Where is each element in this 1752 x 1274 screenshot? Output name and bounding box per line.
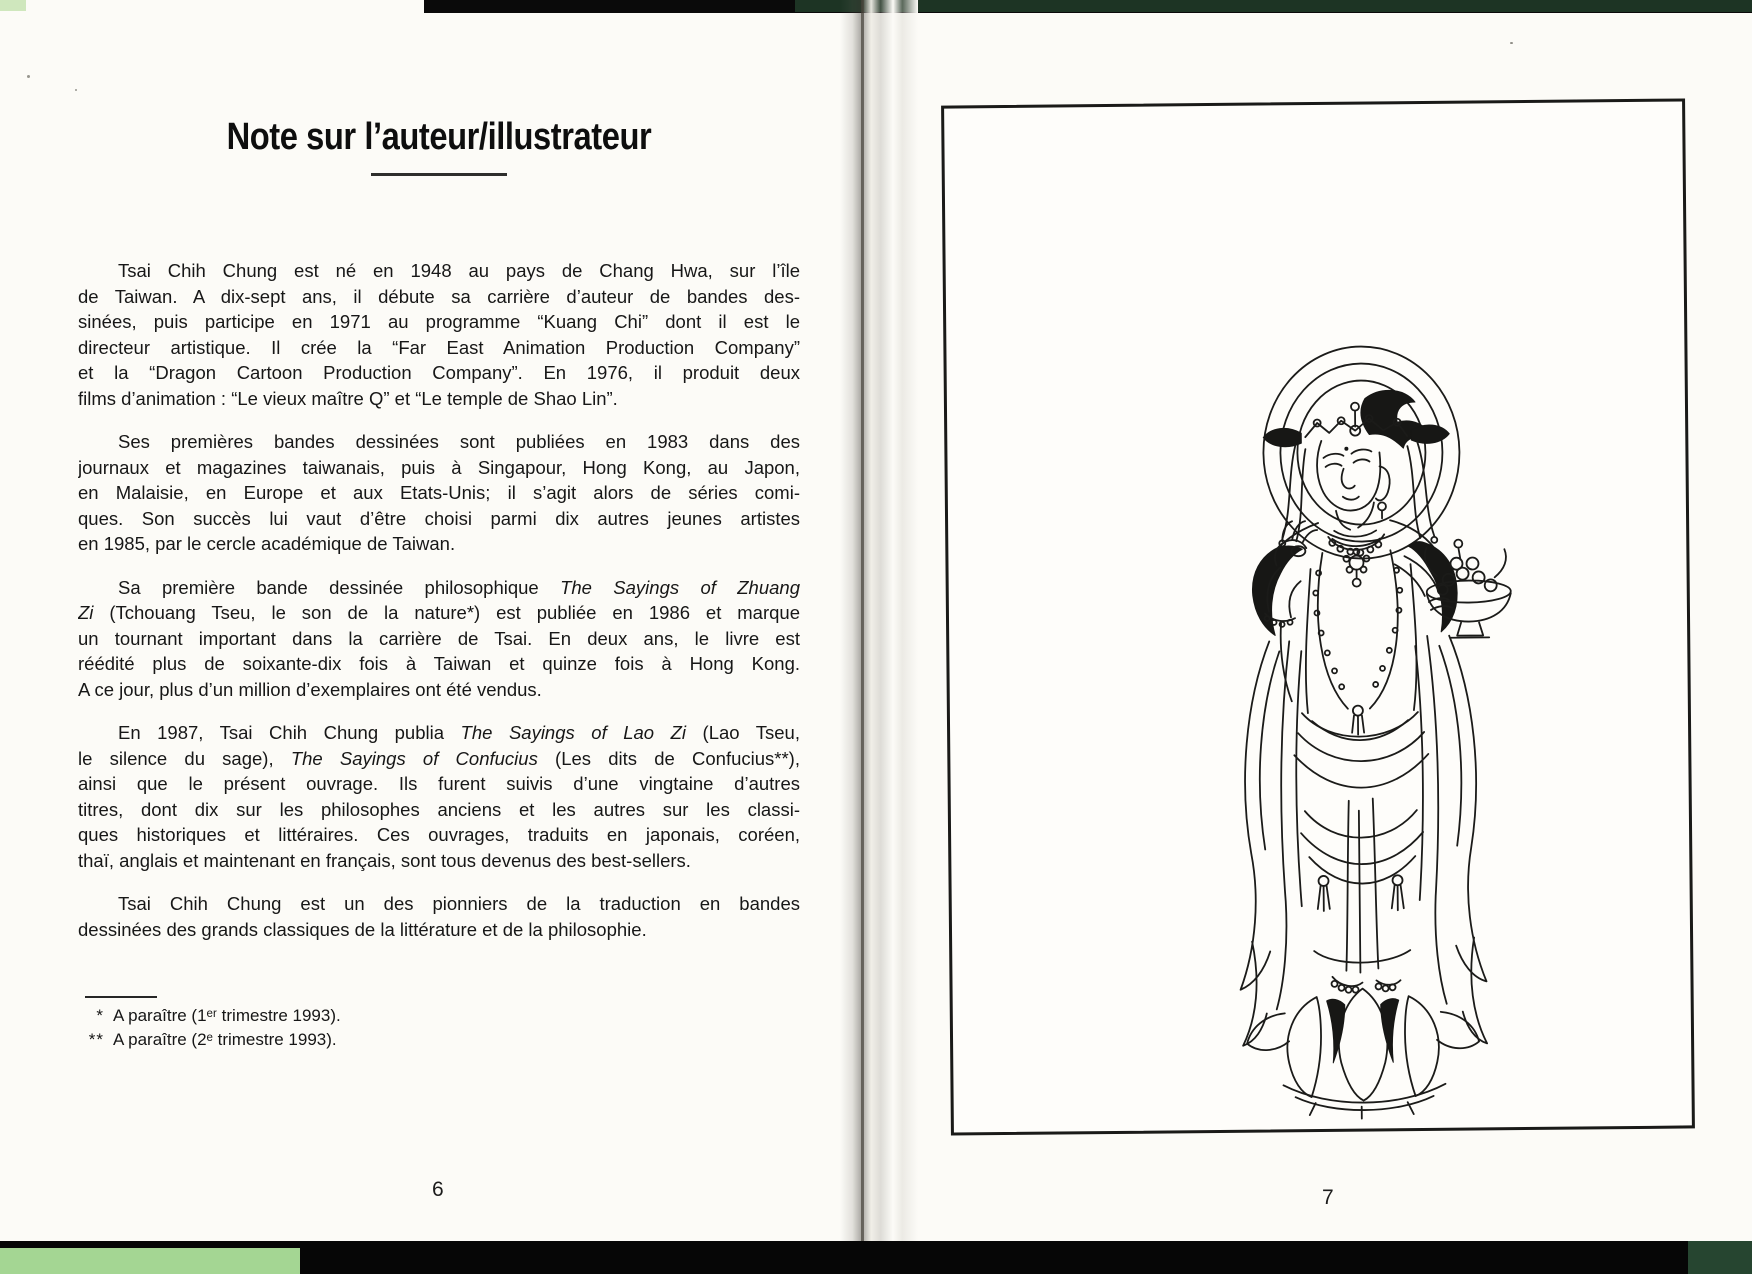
text-line: et la “Dragon Cartoon Production Company”. En 1976, il produit deux xyxy=(78,362,800,383)
text-line: Tsai Chih Chung est un des pionniers de la traduction en bandes xyxy=(118,893,800,914)
scan-speck xyxy=(1510,42,1513,44)
text-line: ques historiques et littéraires. Ces ouvrages, traduits en japonais, coréen, xyxy=(78,824,800,845)
paragraph xyxy=(78,891,800,942)
text-line: ainsi que le présent ouvrage. Ils furent suivis d’une vingtaine d’autres xyxy=(78,773,800,794)
text-line: Tsai Chih Chung est né en 1948 au pays de Chang Hwa, sur l’île xyxy=(118,260,800,281)
text-line: Ses premières bandes dessinées sont publiées en 1983 dans des xyxy=(118,431,800,452)
text-line: de Taiwan. A dix-sept ans, il débute sa carrière d’auteur de bandes des- xyxy=(78,285,800,307)
paragraph xyxy=(78,429,800,557)
footnote-rule xyxy=(85,996,157,998)
text-line: en Malaisie, en Europe et aux Etats-Unis; il s’agit alors de séries comi- xyxy=(78,482,800,503)
page-number-left: 6 xyxy=(432,1178,444,1201)
text-line: directeur artistique. Il crée la “Far East Animation Production Company” xyxy=(78,336,800,358)
footnote-text: A paraître (2ᵉ trimestre 1993). xyxy=(113,1030,337,1049)
text-line: En 1987, Tsai Chih Chung publia The Sayings of Lao Zi (Lao Tseu, xyxy=(118,722,800,743)
illustration-frame xyxy=(941,98,1695,1135)
text-line: thaï, anglais et maintenant en français, sont tous devenus des best-sellers. xyxy=(78,849,691,871)
left-page xyxy=(78,116,800,960)
text-line: titres, dont dix sur les philosophes anciens et les autres sur les classi- xyxy=(78,798,800,820)
text-line: réédité plus de soixante-dix fois à Taiwan et quinze fois à Hong Kong. xyxy=(78,653,800,674)
title-underline xyxy=(371,173,507,176)
text-line: le silence du sage), The Sayings of Confucius (Les dits de Confucius**), xyxy=(78,747,800,769)
scan-bottom-green-strip xyxy=(0,1248,300,1274)
text-line: journaux et magazines taiwanais, puis à Singapour, Hong Kong, au Japon, xyxy=(78,456,800,478)
book-gutter-shadow xyxy=(840,0,918,1241)
text-line: un tournant important dans la carrière de Tsai. En deux ans, le livre est xyxy=(78,627,800,649)
text-line: en 1985, par le cercle académique de Taiwan. xyxy=(78,533,456,554)
book-gutter-line xyxy=(861,0,864,1241)
footnote-marker: ** xyxy=(88,1030,104,1049)
body-text xyxy=(78,258,800,942)
scan-corner-green-chip xyxy=(0,0,26,11)
page-title xyxy=(78,116,800,159)
scan-top-edge-band-green xyxy=(795,0,1752,12)
text-line: films d’animation : “Le vieux maître Q” et “Le temple de Shao Lin”. xyxy=(78,387,618,409)
text-line: Sa première bande dessinée philosophique The Sayings of Zhuang xyxy=(118,576,800,598)
paragraph xyxy=(78,575,800,703)
text-line: A ce jour, plus d’un million d’exemplaires ont été vendus. xyxy=(78,678,542,700)
page-number-right: 7 xyxy=(1322,1186,1334,1209)
footnote-text: A paraître (1ᵉʳ trimestre 1993). xyxy=(113,1006,341,1025)
bodhisattva-line-art xyxy=(1158,339,1565,1123)
paragraph xyxy=(78,258,800,411)
footnote-marker: * xyxy=(96,1006,104,1025)
text-line: dessinées des grands classiques de la littérature et de la philosophie. xyxy=(78,918,647,940)
paragraph xyxy=(78,720,800,873)
footnote xyxy=(78,1028,578,1052)
text-line: Zi (Tchouang Tseu, le son de la nature*) est publiée en 1986 et marque xyxy=(78,602,800,623)
footnote xyxy=(78,1004,578,1028)
scan-speck xyxy=(75,89,77,91)
text-line: sinées, puis participe en 1971 au programme “Kuang Chi” dont il est le xyxy=(78,311,800,332)
text-line: ques. Son succès lui vaut d’être choisi parmi dix autres jeunes artistes xyxy=(78,507,800,529)
scan-speck xyxy=(27,75,30,78)
page-title-text: Note sur l’auteur/illustrateur xyxy=(226,116,652,158)
scan-bottom-green-corner xyxy=(1688,1241,1752,1274)
footnotes xyxy=(78,996,578,1052)
